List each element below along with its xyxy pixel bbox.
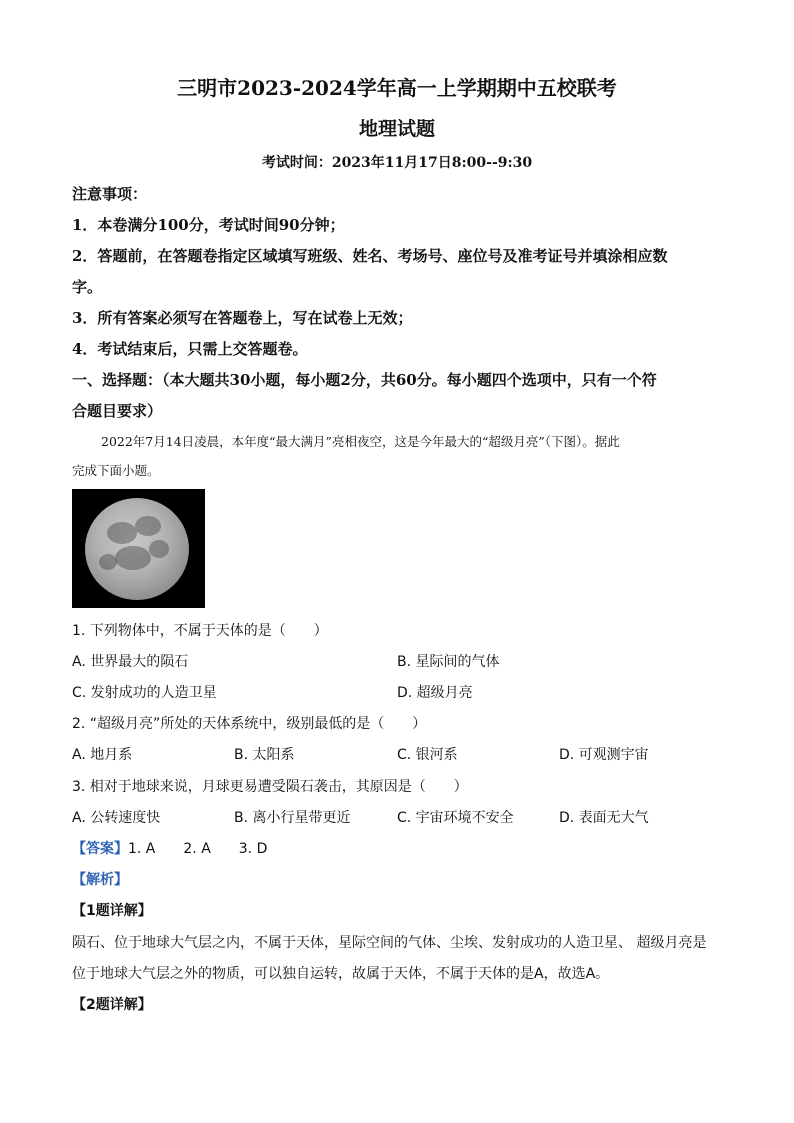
question-1-option-a: A. 世界最大的陨石	[72, 654, 189, 670]
question-3-option-b: B. 离小行星带更近	[234, 810, 351, 826]
note-item: 1．本卷满分100分，考试时间90分钟；	[72, 216, 345, 234]
note-item: 3．所有答案必须写在答题卷上，写在试卷上无效；	[72, 309, 413, 327]
question-2-option-c: C. 银河系	[397, 747, 458, 763]
question-2-option-a: A. 地月系	[72, 747, 133, 763]
question-2-option-d: D. 可观测宇宙	[559, 747, 649, 763]
section-heading-cont: 合题目要求）	[72, 402, 163, 420]
question-2-stem: 2. “超级月亮”所处的天体系统中，级别最低的是（ ）	[72, 716, 427, 732]
intro-text-cont: 完成下面小题。	[72, 463, 160, 478]
section-heading: 一、选择题：（本大题共30小题，每小题2分，共60分。每小题四个选项中，只有一个符	[72, 371, 657, 389]
exam-time: 考试时间：2023年11月17日8:00--9:30	[261, 155, 533, 171]
q2-analysis-heading: 【2题详解】	[72, 997, 152, 1013]
full-moon-photo-icon	[85, 498, 189, 600]
question-2-option-b: B. 太阳系	[234, 747, 295, 763]
question-1-option-c: C. 发射成功的人造卫星	[72, 685, 217, 701]
analysis-tag: 【解析】	[72, 872, 128, 888]
notes-heading: 注意事项：	[72, 185, 148, 203]
question-3-option-c: C. 宇宙环境不安全	[397, 810, 514, 826]
question-3-stem: 3. 相对于地球来说，月球更易遭受陨石袭击，其原因是（ ）	[72, 779, 468, 795]
question-3-option-a: A. 公转速度快	[72, 810, 161, 826]
q1-analysis-heading: 【1题详解】	[72, 903, 152, 919]
question-1-stem: 1. 下列物体中，不属于天体的是（ ）	[72, 623, 328, 639]
exam-title: 三明市2023-2024学年高一上学期期中五校联考	[177, 76, 617, 100]
note-item: 4．考试结束后，只需上交答题卷。	[72, 340, 308, 358]
answer-text: 1. A 2. A 3. D	[128, 841, 268, 857]
intro-text: 2022年7月14日凌晨，本年度“最大满月”亮相夜空，这是今年最大的“超级月亮”（下图）。据此	[101, 434, 620, 449]
note-item: 字。	[72, 278, 103, 296]
question-3-option-d: D. 表面无大气	[559, 810, 649, 826]
question-1-option-b: B. 星际间的气体	[397, 654, 500, 670]
q1-analysis-text-cont: 位于地球大气层之外的物质，可以独自运转，故属于天体，不属于天体的是A，故选A。	[72, 966, 610, 982]
q1-analysis-text: 陨石、位于地球大气层之内，不属于天体，星际空间的气体、尘埃、发射成功的人造卫星、 超级月亮是	[72, 935, 707, 951]
subject-title: 地理试题	[358, 118, 435, 140]
note-item: 2．答题前，在答题卷指定区域填写班级、姓名、考场号、座位号及准考证号并填涂相应数	[72, 247, 668, 265]
moon-image	[72, 489, 205, 608]
question-1-option-d: D. 超级月亮	[397, 685, 473, 701]
answer-line	[72, 838, 267, 858]
answer-tag: 【答案】	[72, 841, 128, 857]
